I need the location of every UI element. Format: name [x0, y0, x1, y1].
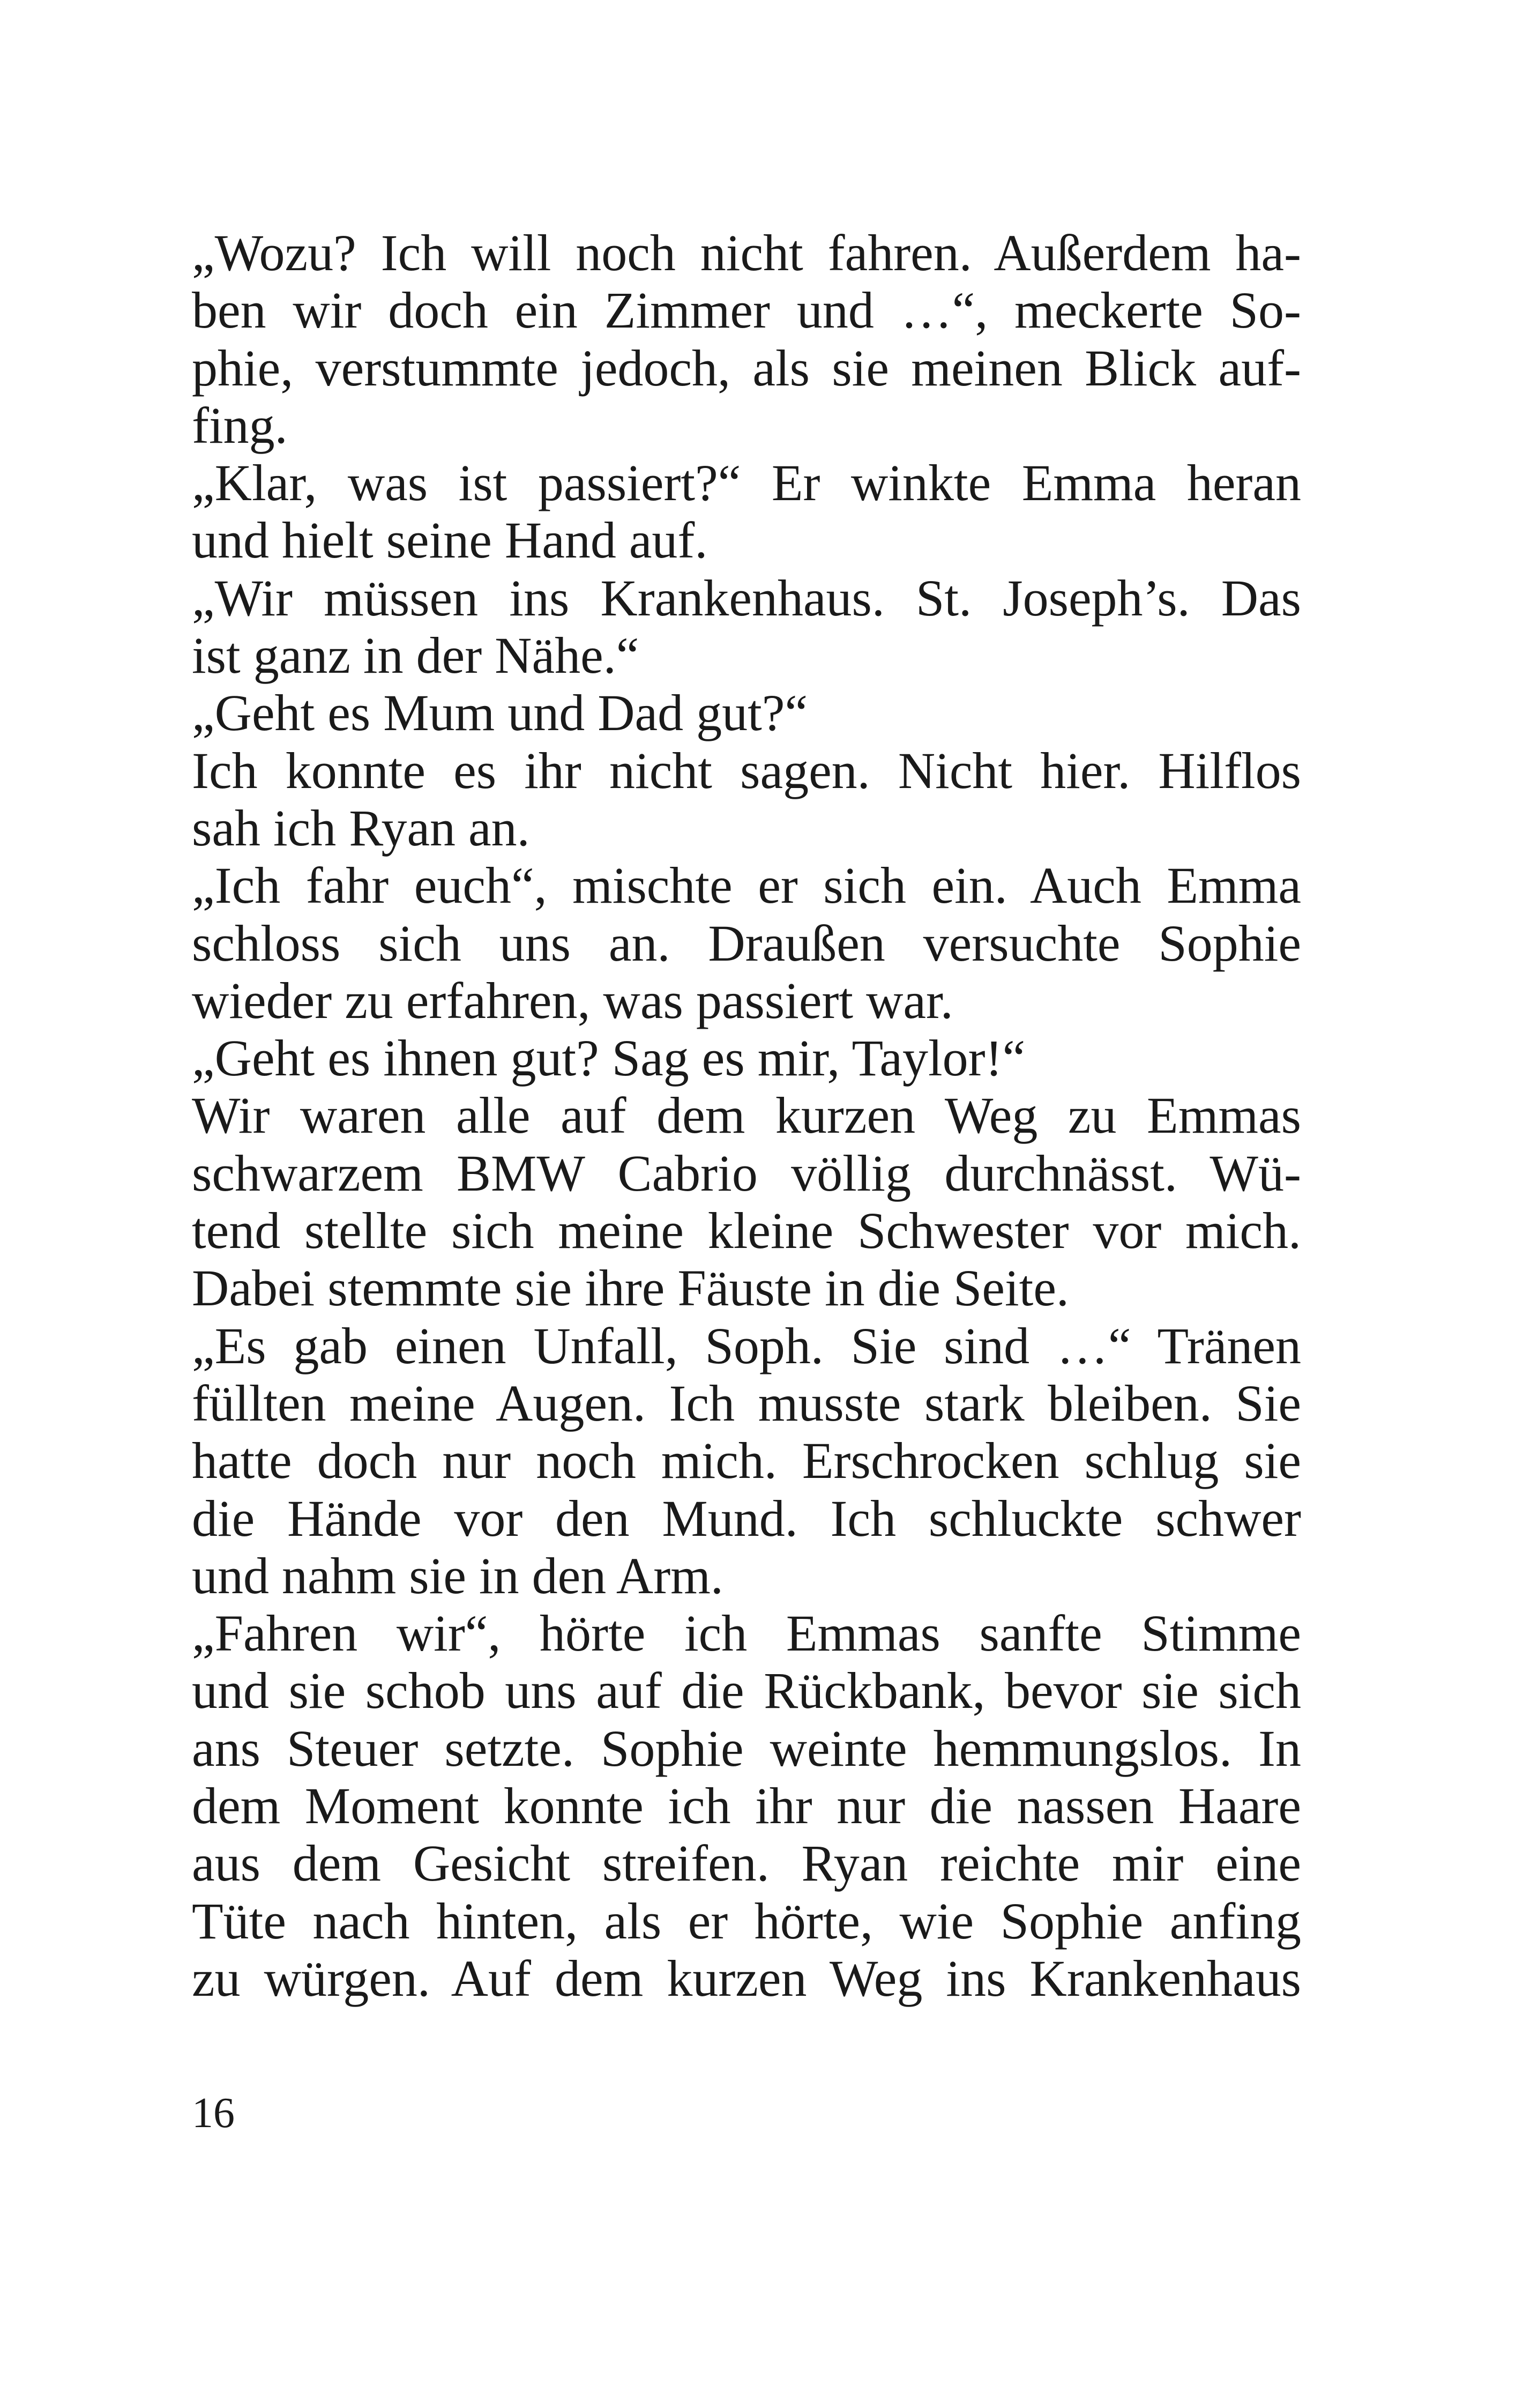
text-line: Ich konnte es ihr nicht sagen. Nicht hier. Hilflos — [192, 741, 1301, 799]
text-line: zu würgen. Auf dem kurzen Weg ins Krankenhaus — [192, 1949, 1301, 2007]
text-line: wieder zu erfahren, was passiert war. — [192, 971, 953, 1029]
text-line: „Wir müssen ins Krankenhaus. St. Joseph’s. Das — [192, 569, 1301, 627]
text-line: schwarzem BMW Cabrio völlig durchnässt. Wü- — [192, 1144, 1301, 1202]
text-line: „Klar, was ist passiert?“ Er winkte Emma heran — [192, 454, 1301, 512]
text-line: Tüte nach hinten, als er hörte, wie Sophie anfing — [192, 1892, 1301, 1950]
text-line: Wir waren alle auf dem kurzen Weg zu Emmas — [192, 1087, 1301, 1144]
body-text — [192, 224, 1301, 2007]
text-line: ist ganz in der Nähe.“ — [192, 627, 639, 685]
text-line: die Hände vor den Mund. Ich schluckte schwer — [192, 1489, 1301, 1547]
text-line: fing. — [192, 396, 288, 454]
text-line: „Es gab einen Unfall, Soph. Sie sind …“ Tränen — [192, 1317, 1301, 1374]
text-line: und sie schob uns auf die Rückbank, bevor sie sich — [192, 1662, 1301, 1720]
text-line: „Ich fahr euch“, mischte er sich ein. Auch Emma — [192, 857, 1301, 915]
text-line: ans Steuer setzte. Sophie weinte hemmungslos. In — [192, 1719, 1301, 1777]
text-line: hatte doch nur noch mich. Erschrocken schlug sie — [192, 1432, 1301, 1490]
text-line: „Fahren wir“, hörte ich Emmas sanfte Stimme — [192, 1604, 1301, 1662]
text-line: tend stellte sich meine kleine Schwester vor mich. — [192, 1202, 1301, 1260]
text-line: dem Moment konnte ich ihr nur die nassen Haare — [192, 1777, 1301, 1835]
text-line: „Geht es ihnen gut? Sag es mir, Taylor!“ — [192, 1029, 1026, 1087]
text-line: Dabei stemmte sie ihre Fäuste in die Seite. — [192, 1259, 1069, 1317]
text-line: ben wir doch ein Zimmer und …“, meckerte So- — [192, 281, 1301, 339]
text-line: „Geht es Mum und Dad gut?“ — [192, 684, 808, 742]
text-line: schloss sich uns an. Draußen versuchte Sophie — [192, 914, 1301, 972]
text-line: und nahm sie in den Arm. — [192, 1547, 723, 1604]
text-line: aus dem Gesicht streifen. Ryan reichte mir eine — [192, 1834, 1301, 1892]
text-line: phie, verstummte jedoch, als sie meinen Blick auf- — [192, 339, 1301, 397]
page-number: 16 — [192, 2090, 235, 2137]
text-line: „Wozu? Ich will noch nicht fahren. Außerdem ha- — [192, 224, 1301, 281]
text-line: und hielt seine Hand auf. — [192, 511, 708, 569]
text-line: sah ich Ryan an. — [192, 799, 530, 857]
text-line: füllten meine Augen. Ich musste stark bleiben. Sie — [192, 1374, 1301, 1432]
